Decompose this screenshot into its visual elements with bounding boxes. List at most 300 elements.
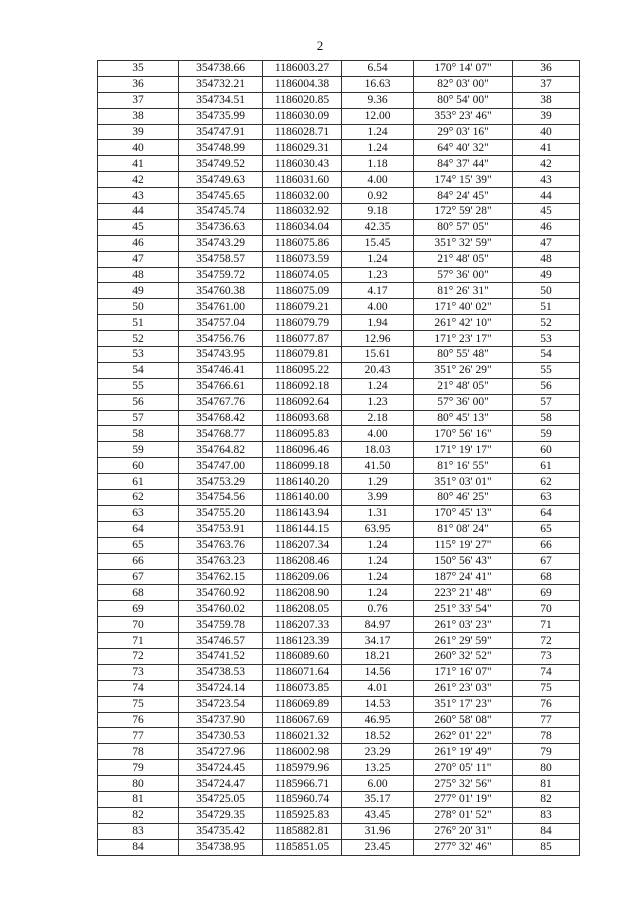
table-row <box>98 791 580 807</box>
y-coordinate-cell: 1186092.64 <box>263 394 342 410</box>
y-coordinate-cell: 1186020.85 <box>263 92 342 108</box>
y-coordinate-cell: 1186073.59 <box>263 251 342 267</box>
bearing-cell: 170° 45' 13" <box>414 505 513 521</box>
point-number-cell: 82 <box>98 807 179 823</box>
next-point-cell: 63 <box>513 490 580 506</box>
distance-cell: 1.23 <box>342 394 414 410</box>
point-number-cell: 57 <box>98 410 179 426</box>
bearing-cell: 277° 32' 46" <box>414 839 513 855</box>
bearing-cell: 170° 14' 07" <box>414 61 513 77</box>
table-row <box>98 235 580 251</box>
distance-cell: 23.29 <box>342 744 414 760</box>
next-point-cell: 57 <box>513 394 580 410</box>
bearing-cell: 84° 24' 45" <box>414 188 513 204</box>
distance-cell: 15.61 <box>342 347 414 363</box>
table-row <box>98 490 580 506</box>
y-coordinate-cell: 1186140.20 <box>263 474 342 490</box>
x-coordinate-cell: 354724.45 <box>179 760 263 776</box>
y-coordinate-cell: 1186143.94 <box>263 505 342 521</box>
point-number-cell: 45 <box>98 219 179 235</box>
distance-cell: 16.63 <box>342 76 414 92</box>
next-point-cell: 38 <box>513 92 580 108</box>
table-row <box>98 124 580 140</box>
next-point-cell: 75 <box>513 680 580 696</box>
bearing-cell: 276° 20' 31" <box>414 823 513 839</box>
y-coordinate-cell: 1186079.21 <box>263 299 342 315</box>
x-coordinate-cell: 354723.54 <box>179 696 263 712</box>
table-row <box>98 458 580 474</box>
point-number-cell: 41 <box>98 156 179 172</box>
next-point-cell: 36 <box>513 61 580 77</box>
y-coordinate-cell: 1186075.09 <box>263 283 342 299</box>
next-point-cell: 68 <box>513 569 580 585</box>
y-coordinate-cell: 1185960.74 <box>263 791 342 807</box>
distance-cell: 1.29 <box>342 474 414 490</box>
x-coordinate-cell: 354754.56 <box>179 490 263 506</box>
x-coordinate-cell: 354745.65 <box>179 188 263 204</box>
x-coordinate-cell: 354758.57 <box>179 251 263 267</box>
bearing-cell: 174° 15' 39" <box>414 172 513 188</box>
table-row <box>98 347 580 363</box>
point-number-cell: 71 <box>98 633 179 649</box>
next-point-cell: 82 <box>513 791 580 807</box>
x-coordinate-cell: 354738.66 <box>179 61 263 77</box>
table-row <box>98 760 580 776</box>
x-coordinate-cell: 354730.53 <box>179 728 263 744</box>
next-point-cell: 74 <box>513 664 580 680</box>
y-coordinate-cell: 1186075.86 <box>263 235 342 251</box>
y-coordinate-cell: 1186030.43 <box>263 156 342 172</box>
point-number-cell: 79 <box>98 760 179 776</box>
x-coordinate-cell: 354762.15 <box>179 569 263 585</box>
y-coordinate-cell: 1186140.00 <box>263 490 342 506</box>
distance-cell: 0.92 <box>342 188 414 204</box>
page-number: 2 <box>316 38 324 53</box>
x-coordinate-cell: 354767.76 <box>179 394 263 410</box>
y-coordinate-cell: 1186069.89 <box>263 696 342 712</box>
distance-cell: 46.95 <box>342 712 414 728</box>
table-row <box>98 331 580 347</box>
bearing-cell: 29° 03' 16" <box>414 124 513 140</box>
next-point-cell: 65 <box>513 521 580 537</box>
bearing-cell: 261° 23' 03" <box>414 680 513 696</box>
distance-cell: 6.54 <box>342 61 414 77</box>
y-coordinate-cell: 1186003.27 <box>263 61 342 77</box>
x-coordinate-cell: 354763.76 <box>179 537 263 553</box>
bearing-cell: 21° 48' 05" <box>414 378 513 394</box>
y-coordinate-cell: 1185882.81 <box>263 823 342 839</box>
distance-cell: 1.24 <box>342 537 414 553</box>
y-coordinate-cell: 1186099.18 <box>263 458 342 474</box>
table-row <box>98 204 580 220</box>
table-row <box>98 537 580 553</box>
point-number-cell: 47 <box>98 251 179 267</box>
x-coordinate-cell: 354741.52 <box>179 648 263 664</box>
next-point-cell: 54 <box>513 347 580 363</box>
x-coordinate-cell: 354743.29 <box>179 235 263 251</box>
y-coordinate-cell: 1185851.05 <box>263 839 342 855</box>
x-coordinate-cell: 354727.96 <box>179 744 263 760</box>
table-row <box>98 601 580 617</box>
next-point-cell: 44 <box>513 188 580 204</box>
distance-cell: 18.03 <box>342 442 414 458</box>
next-point-cell: 84 <box>513 823 580 839</box>
bearing-cell: 80° 55' 48" <box>414 347 513 363</box>
point-number-cell: 78 <box>98 744 179 760</box>
bearing-cell: 261° 29' 59" <box>414 633 513 649</box>
x-coordinate-cell: 354759.72 <box>179 267 263 283</box>
distance-cell: 1.31 <box>342 505 414 521</box>
table-row <box>98 807 580 823</box>
point-number-cell: 46 <box>98 235 179 251</box>
table-row <box>98 426 580 442</box>
point-number-cell: 70 <box>98 617 179 633</box>
x-coordinate-cell: 354738.53 <box>179 664 263 680</box>
next-point-cell: 56 <box>513 378 580 394</box>
table-row <box>98 776 580 792</box>
distance-cell: 18.21 <box>342 648 414 664</box>
next-point-cell: 47 <box>513 235 580 251</box>
next-point-cell: 66 <box>513 537 580 553</box>
table-row <box>98 108 580 124</box>
distance-cell: 1.23 <box>342 267 414 283</box>
x-coordinate-cell: 354759.78 <box>179 617 263 633</box>
x-coordinate-cell: 354760.02 <box>179 601 263 617</box>
table-row <box>98 156 580 172</box>
next-point-cell: 70 <box>513 601 580 617</box>
distance-cell: 63.95 <box>342 521 414 537</box>
distance-cell: 4.00 <box>342 299 414 315</box>
next-point-cell: 81 <box>513 776 580 792</box>
y-coordinate-cell: 1186096.46 <box>263 442 342 458</box>
bearing-cell: 351° 26' 29" <box>414 362 513 378</box>
bearing-cell: 80° 57' 05" <box>414 219 513 235</box>
distance-cell: 0.76 <box>342 601 414 617</box>
next-point-cell: 51 <box>513 299 580 315</box>
bearing-cell: 277° 01' 19" <box>414 791 513 807</box>
next-point-cell: 80 <box>513 760 580 776</box>
table-row <box>98 712 580 728</box>
table-row <box>98 744 580 760</box>
y-coordinate-cell: 1186032.92 <box>263 204 342 220</box>
table-row <box>98 696 580 712</box>
distance-cell: 43.45 <box>342 807 414 823</box>
next-point-cell: 67 <box>513 553 580 569</box>
y-coordinate-cell: 1186074.05 <box>263 267 342 283</box>
table-row <box>98 283 580 299</box>
x-coordinate-cell: 354729.35 <box>179 807 263 823</box>
next-point-cell: 53 <box>513 331 580 347</box>
x-coordinate-cell: 354746.41 <box>179 362 263 378</box>
bearing-cell: 270° 05' 11" <box>414 760 513 776</box>
table-row <box>98 140 580 156</box>
x-coordinate-cell: 354735.99 <box>179 108 263 124</box>
table-row <box>98 394 580 410</box>
y-coordinate-cell: 1186079.81 <box>263 347 342 363</box>
table-row <box>98 680 580 696</box>
next-point-cell: 60 <box>513 442 580 458</box>
distance-cell: 4.17 <box>342 283 414 299</box>
point-number-cell: 77 <box>98 728 179 744</box>
table-row <box>98 267 580 283</box>
point-number-cell: 68 <box>98 585 179 601</box>
y-coordinate-cell: 1186002.98 <box>263 744 342 760</box>
y-coordinate-cell: 1186021.32 <box>263 728 342 744</box>
bearing-cell: 223° 21' 48" <box>414 585 513 601</box>
y-coordinate-cell: 1186209.06 <box>263 569 342 585</box>
table-row <box>98 172 580 188</box>
point-number-cell: 80 <box>98 776 179 792</box>
next-point-cell: 78 <box>513 728 580 744</box>
next-point-cell: 41 <box>513 140 580 156</box>
bearing-cell: 170° 56' 16" <box>414 426 513 442</box>
distance-cell: 34.17 <box>342 633 414 649</box>
x-coordinate-cell: 354724.14 <box>179 680 263 696</box>
y-coordinate-cell: 1186028.71 <box>263 124 342 140</box>
bearing-cell: 187° 24' 41" <box>414 569 513 585</box>
table-row <box>98 633 580 649</box>
x-coordinate-cell: 354764.82 <box>179 442 263 458</box>
distance-cell: 13.25 <box>342 760 414 776</box>
x-coordinate-cell: 354736.63 <box>179 219 263 235</box>
y-coordinate-cell: 1186004.38 <box>263 76 342 92</box>
distance-cell: 1.24 <box>342 553 414 569</box>
x-coordinate-cell: 354760.92 <box>179 585 263 601</box>
next-point-cell: 55 <box>513 362 580 378</box>
next-point-cell: 42 <box>513 156 580 172</box>
next-point-cell: 77 <box>513 712 580 728</box>
point-number-cell: 42 <box>98 172 179 188</box>
table-row <box>98 521 580 537</box>
x-coordinate-cell: 354745.74 <box>179 204 263 220</box>
x-coordinate-cell: 354768.42 <box>179 410 263 426</box>
table-row <box>98 61 580 77</box>
table-row <box>98 299 580 315</box>
point-number-cell: 51 <box>98 315 179 331</box>
bearing-cell: 171° 23' 17" <box>414 331 513 347</box>
y-coordinate-cell: 1186077.87 <box>263 331 342 347</box>
y-coordinate-cell: 1186095.22 <box>263 362 342 378</box>
bearing-cell: 260° 32' 52" <box>414 648 513 664</box>
table-row <box>98 442 580 458</box>
point-number-cell: 81 <box>98 791 179 807</box>
bearing-cell: 57° 36' 00" <box>414 267 513 283</box>
distance-cell: 41.50 <box>342 458 414 474</box>
next-point-cell: 79 <box>513 744 580 760</box>
x-coordinate-cell: 354747.00 <box>179 458 263 474</box>
distance-cell: 9.36 <box>342 92 414 108</box>
point-number-cell: 40 <box>98 140 179 156</box>
bearing-cell: 80° 54' 00" <box>414 92 513 108</box>
distance-cell: 15.45 <box>342 235 414 251</box>
bearing-cell: 81° 26' 31" <box>414 283 513 299</box>
point-number-cell: 50 <box>98 299 179 315</box>
table-row <box>98 76 580 92</box>
next-point-cell: 69 <box>513 585 580 601</box>
next-point-cell: 40 <box>513 124 580 140</box>
y-coordinate-cell: 1185966.71 <box>263 776 342 792</box>
table-row <box>98 648 580 664</box>
next-point-cell: 45 <box>513 204 580 220</box>
table-row <box>98 553 580 569</box>
bearing-cell: 260° 58' 08" <box>414 712 513 728</box>
y-coordinate-cell: 1186071.64 <box>263 664 342 680</box>
next-point-cell: 62 <box>513 474 580 490</box>
point-number-cell: 43 <box>98 188 179 204</box>
y-coordinate-cell: 1186031.60 <box>263 172 342 188</box>
distance-cell: 2.18 <box>342 410 414 426</box>
distance-cell: 1.24 <box>342 251 414 267</box>
table-row <box>98 92 580 108</box>
x-coordinate-cell: 354753.91 <box>179 521 263 537</box>
distance-cell: 3.99 <box>342 490 414 506</box>
distance-cell: 4.00 <box>342 172 414 188</box>
point-number-cell: 66 <box>98 553 179 569</box>
distance-cell: 4.01 <box>342 680 414 696</box>
x-coordinate-cell: 354747.91 <box>179 124 263 140</box>
y-coordinate-cell: 1186079.79 <box>263 315 342 331</box>
next-point-cell: 76 <box>513 696 580 712</box>
point-number-cell: 55 <box>98 378 179 394</box>
bearing-cell: 21° 48' 05" <box>414 251 513 267</box>
y-coordinate-cell: 1186032.00 <box>263 188 342 204</box>
coordinates-table-body <box>98 61 580 856</box>
next-point-cell: 72 <box>513 633 580 649</box>
distance-cell: 42.35 <box>342 219 414 235</box>
bearing-cell: 81° 08' 24" <box>414 521 513 537</box>
y-coordinate-cell: 1186034.04 <box>263 219 342 235</box>
y-coordinate-cell: 1186208.90 <box>263 585 342 601</box>
bearing-cell: 150° 56' 43" <box>414 553 513 569</box>
point-number-cell: 62 <box>98 490 179 506</box>
point-number-cell: 65 <box>98 537 179 553</box>
distance-cell: 12.00 <box>342 108 414 124</box>
y-coordinate-cell: 1186093.68 <box>263 410 342 426</box>
bearing-cell: 351° 32' 59" <box>414 235 513 251</box>
table-row <box>98 617 580 633</box>
x-coordinate-cell: 354757.04 <box>179 315 263 331</box>
table-row <box>98 315 580 331</box>
point-number-cell: 64 <box>98 521 179 537</box>
bearing-cell: 81° 16' 55" <box>414 458 513 474</box>
bearing-cell: 80° 45' 13" <box>414 410 513 426</box>
distance-cell: 1.24 <box>342 378 414 394</box>
point-number-cell: 60 <box>98 458 179 474</box>
next-point-cell: 52 <box>513 315 580 331</box>
distance-cell: 6.00 <box>342 776 414 792</box>
point-number-cell: 52 <box>98 331 179 347</box>
point-number-cell: 84 <box>98 839 179 855</box>
table-row <box>98 823 580 839</box>
point-number-cell: 74 <box>98 680 179 696</box>
distance-cell: 4.00 <box>342 426 414 442</box>
table-row <box>98 188 580 204</box>
point-number-cell: 58 <box>98 426 179 442</box>
point-number-cell: 72 <box>98 648 179 664</box>
bearing-cell: 171° 40' 02" <box>414 299 513 315</box>
next-point-cell: 46 <box>513 219 580 235</box>
point-number-cell: 37 <box>98 92 179 108</box>
bearing-cell: 262° 01' 22" <box>414 728 513 744</box>
point-number-cell: 48 <box>98 267 179 283</box>
y-coordinate-cell: 1186208.46 <box>263 553 342 569</box>
coordinates-table <box>97 60 580 856</box>
table-row <box>98 664 580 680</box>
bearing-cell: 351° 03' 01" <box>414 474 513 490</box>
point-number-cell: 73 <box>98 664 179 680</box>
x-coordinate-cell: 354761.00 <box>179 299 263 315</box>
bearing-cell: 275° 32' 56" <box>414 776 513 792</box>
y-coordinate-cell: 1186123.39 <box>263 633 342 649</box>
x-coordinate-cell: 354763.23 <box>179 553 263 569</box>
bearing-cell: 64° 40' 32" <box>414 140 513 156</box>
x-coordinate-cell: 354748.99 <box>179 140 263 156</box>
next-point-cell: 73 <box>513 648 580 664</box>
distance-cell: 18.52 <box>342 728 414 744</box>
point-number-cell: 69 <box>98 601 179 617</box>
distance-cell: 12.96 <box>342 331 414 347</box>
point-number-cell: 76 <box>98 712 179 728</box>
next-point-cell: 39 <box>513 108 580 124</box>
y-coordinate-cell: 1186144.15 <box>263 521 342 537</box>
bearing-cell: 84° 37' 44" <box>414 156 513 172</box>
x-coordinate-cell: 354766.61 <box>179 378 263 394</box>
x-coordinate-cell: 354734.51 <box>179 92 263 108</box>
point-number-cell: 35 <box>98 61 179 77</box>
distance-cell: 1.24 <box>342 569 414 585</box>
distance-cell: 14.53 <box>342 696 414 712</box>
x-coordinate-cell: 354732.21 <box>179 76 263 92</box>
table-row <box>98 251 580 267</box>
x-coordinate-cell: 354749.52 <box>179 156 263 172</box>
table-row <box>98 839 580 855</box>
table-row <box>98 728 580 744</box>
table-row <box>98 378 580 394</box>
distance-cell: 1.24 <box>342 585 414 601</box>
y-coordinate-cell: 1186208.05 <box>263 601 342 617</box>
bearing-cell: 115° 19' 27" <box>414 537 513 553</box>
point-number-cell: 36 <box>98 76 179 92</box>
x-coordinate-cell: 354743.95 <box>179 347 263 363</box>
y-coordinate-cell: 1186089.60 <box>263 648 342 664</box>
next-point-cell: 58 <box>513 410 580 426</box>
point-number-cell: 75 <box>98 696 179 712</box>
distance-cell: 23.45 <box>342 839 414 855</box>
y-coordinate-cell: 1185979.96 <box>263 760 342 776</box>
x-coordinate-cell: 354755.20 <box>179 505 263 521</box>
table-row <box>98 505 580 521</box>
next-point-cell: 43 <box>513 172 580 188</box>
x-coordinate-cell: 354725.05 <box>179 791 263 807</box>
table-row <box>98 569 580 585</box>
distance-cell: 9.18 <box>342 204 414 220</box>
bearing-cell: 171° 19' 17" <box>414 442 513 458</box>
bearing-cell: 171° 16' 07" <box>414 664 513 680</box>
distance-cell: 1.24 <box>342 124 414 140</box>
next-point-cell: 37 <box>513 76 580 92</box>
point-number-cell: 38 <box>98 108 179 124</box>
table-row <box>98 362 580 378</box>
point-number-cell: 61 <box>98 474 179 490</box>
bearing-cell: 82° 03' 00" <box>414 76 513 92</box>
x-coordinate-cell: 354737.90 <box>179 712 263 728</box>
y-coordinate-cell: 1186207.33 <box>263 617 342 633</box>
y-coordinate-cell: 1186029.31 <box>263 140 342 156</box>
x-coordinate-cell: 354768.77 <box>179 426 263 442</box>
point-number-cell: 56 <box>98 394 179 410</box>
y-coordinate-cell: 1186207.34 <box>263 537 342 553</box>
bearing-cell: 251° 33' 54" <box>414 601 513 617</box>
